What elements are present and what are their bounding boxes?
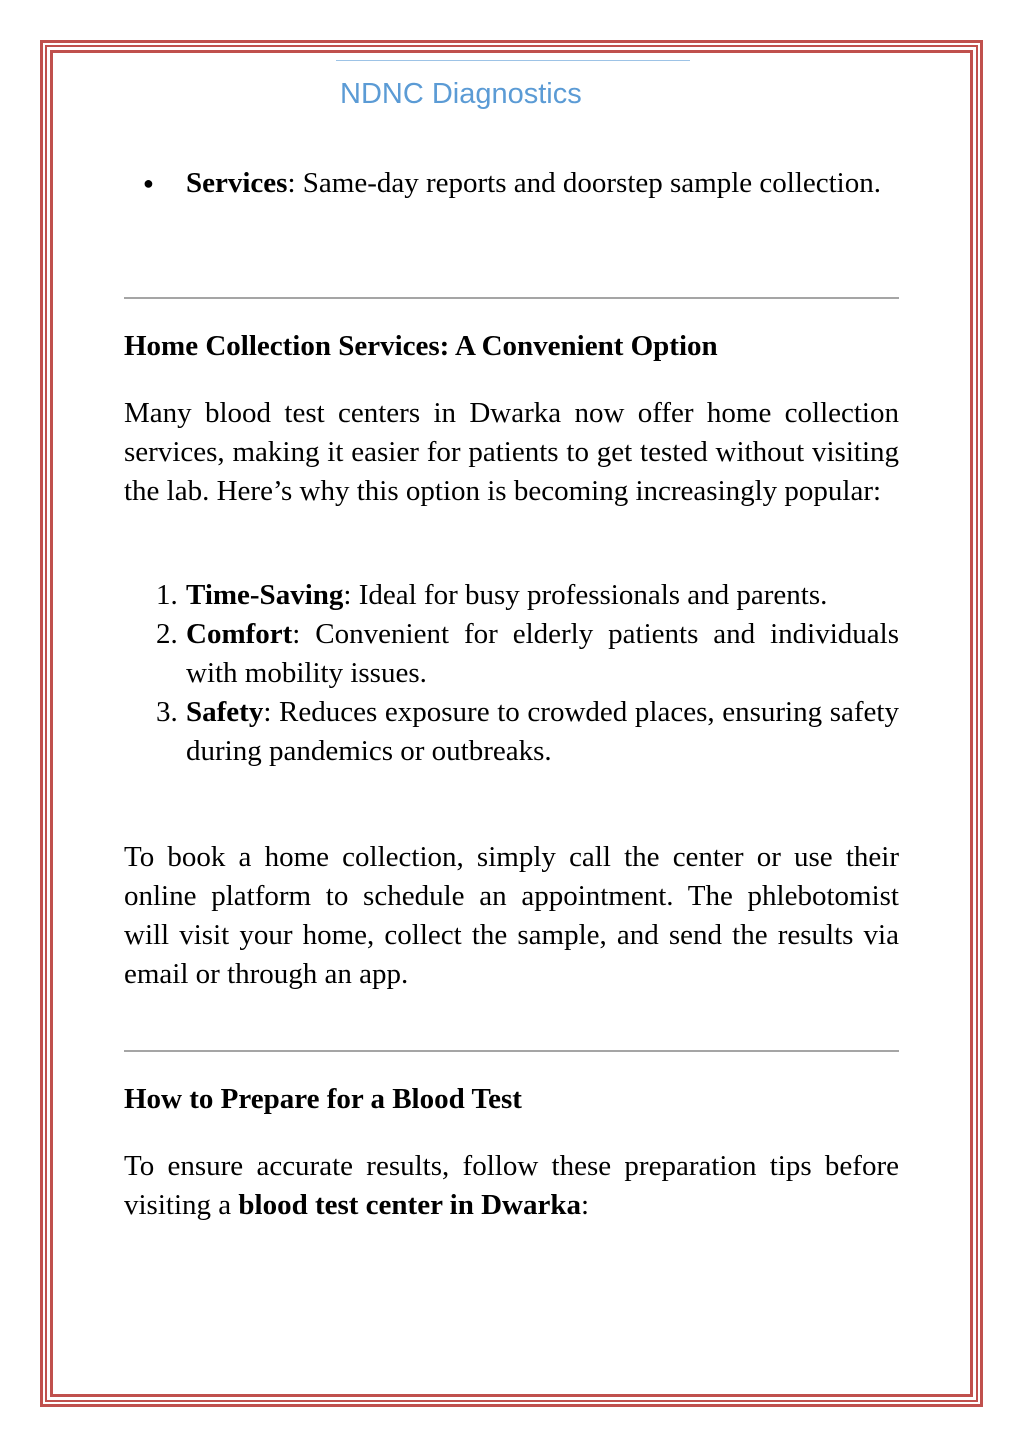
brand-title: NDNC Diagnostics xyxy=(340,78,582,110)
list-item xyxy=(124,615,899,693)
item-label: Safety xyxy=(186,696,264,728)
paragraph-bold-text: blood test center in Dwarka xyxy=(238,1189,581,1221)
section-divider xyxy=(124,297,899,299)
item-label: Time-Saving xyxy=(186,579,344,611)
list-item xyxy=(124,693,899,771)
section-intro xyxy=(124,394,899,511)
paragraph-text: To ensure accurate results, follow these preparation tips before visiting a xyxy=(124,1150,899,1221)
paragraph: To book a home collection, simply call the center or use their online platform to schedule an appointment. The phlebotomist will visit your home, collect the sample, and send the results via email or through an app. xyxy=(124,841,899,990)
item-number: 3. xyxy=(156,696,178,728)
section-heading: How to Prepare for a Blood Test xyxy=(124,1083,522,1115)
section-divider xyxy=(124,1050,899,1052)
list-item xyxy=(124,576,899,615)
benefits-list xyxy=(124,576,899,771)
services-list xyxy=(124,164,899,203)
section-heading: Home Collection Services: A Convenient Option xyxy=(124,330,718,362)
item-number: 2. xyxy=(156,618,178,650)
paragraph xyxy=(124,1147,899,1225)
item-text: : Ideal for busy professionals and parents. xyxy=(343,579,828,611)
item-text: : Same-day reports and doorstep sample collection. xyxy=(287,167,881,199)
section-outro xyxy=(124,838,899,994)
item-text: : Convenient for elderly patients and individuals with mobility issues. xyxy=(186,618,899,689)
item-label: Services xyxy=(186,167,288,199)
item-number: 1. xyxy=(156,579,178,611)
section-intro xyxy=(124,1147,899,1225)
list-item xyxy=(124,164,899,203)
bullet-icon: ● xyxy=(143,173,154,193)
paragraph-text: : xyxy=(581,1189,590,1221)
paragraph: Many blood test centers in Dwarka now offer home collection services, making it easier for patients to get tested without visiting the lab. Here’s why this option is becoming increasingly popular: xyxy=(124,397,899,507)
item-label: Comfort xyxy=(186,618,293,650)
header-rule xyxy=(336,60,690,61)
item-text: : Reduces exposure to crowded places, ensuring safety during pandemics or outbreaks. xyxy=(186,696,899,767)
